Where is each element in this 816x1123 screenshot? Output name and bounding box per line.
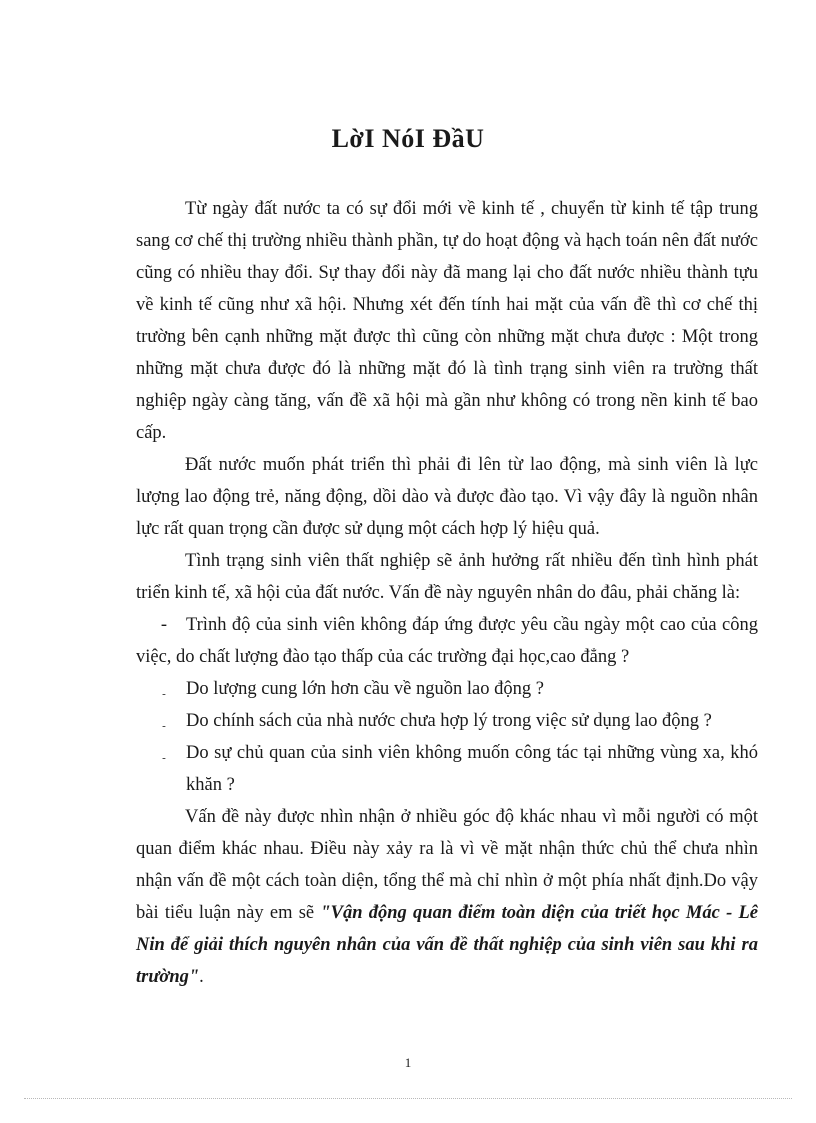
document-body (136, 193, 758, 993)
page-title: LờI NóI ĐầU (331, 124, 485, 153)
bullet-text: Do lượng cung lớn hơn cầu về nguồn lao động ? (186, 679, 544, 699)
page-bottom-divider (24, 1098, 792, 1099)
bullet-text: Do chính sách của nhà nước chưa hợp lý trong việc sử dụng lao động ? (186, 711, 712, 731)
bullet-dash-icon: - (162, 752, 166, 764)
paragraph-intro: Từ ngày đất nước ta có sự đổi mới về kinh tế , chuyển từ kinh tế tập trung sang cơ chế thị trường nhiều thành phần, tự do hoạt động và hạch toán nên đất nước cũng có nhiều thay đổi. Sự thay đổi này đã mang lại cho đất nước nhiều thành tựu về kinh tế cũng như xã hội. Nhưng xét đến tính hai mặt của vấn đề thì cơ chế thị trường bên cạnh những mặt được thì cũng còn những mặt chưa được : Một trong những mặt chưa được đó là những mặt đó là tình trạng sinh viên ra trường thất nghiệp ngày càng tăng, vấn đề xã hội mà gần như không có trong nền kinh tế bao cấp. (136, 199, 758, 443)
bullet-item (136, 609, 758, 673)
bullet-text: Do sự chủ quan của sinh viên không muốn công tác tại những vùng xa, khó khăn ? (186, 743, 758, 795)
bullet-item (136, 673, 758, 705)
bullet-dash-icon: - (162, 720, 166, 732)
bullet-dash-icon: - (160, 615, 168, 635)
essay-topic-quote: "Vận động quan điểm toàn diện của triết học Mác - Lê Nin để giải thích nguyên nhân của vấn đề thất nghiệp của sinh viên sau khi ra trường" (136, 903, 758, 987)
paragraph-unemployment-question: Tình trạng sinh viên thất nghiệp sẽ ảnh hưởng rất nhiều đến tình hình phát triển kinh tế, xã hội của đất nước. Vấn đề này nguyên nhân do đâu, phải chăng là: (136, 551, 758, 603)
paragraph-labor-force: Đất nước muốn phát triển thì phải đi lên từ lao động, mà sinh viên là lực lượng lao động trẻ, năng động, dồi dào và được đào tạo. Vì vậy đây là nguồn nhân lực rất quan trọng cần được sử dụng một cách hợp lý hiệu quả. (136, 455, 758, 539)
conclusion-end: . (199, 967, 204, 987)
bullet-item (136, 705, 758, 737)
bullet-item (136, 737, 758, 801)
bullet-dash-icon: - (162, 688, 166, 700)
conclusion-text: Vấn đề này được nhìn nhận ở nhiều góc độ khác nhau vì mỗi người có một quan điểm khác nhau. Điều này xảy ra là vì về mặt nhận thức chủ thể chưa nhìn nhận vấn đề một cách toàn diện, tổng thể mà chỉ nhìn ở một phía nhất định.Do vậy bài tiểu luận này em sẽ (136, 807, 758, 923)
bullet-text: Trình độ của sinh viên không đáp ứng được yêu cầu ngày một cao của công việc, do chất lượng đào tạo thấp của các trường đại học,cao đẳng ? (136, 615, 758, 667)
paragraph-conclusion (136, 801, 758, 993)
page-number: 1 (404, 1055, 412, 1070)
